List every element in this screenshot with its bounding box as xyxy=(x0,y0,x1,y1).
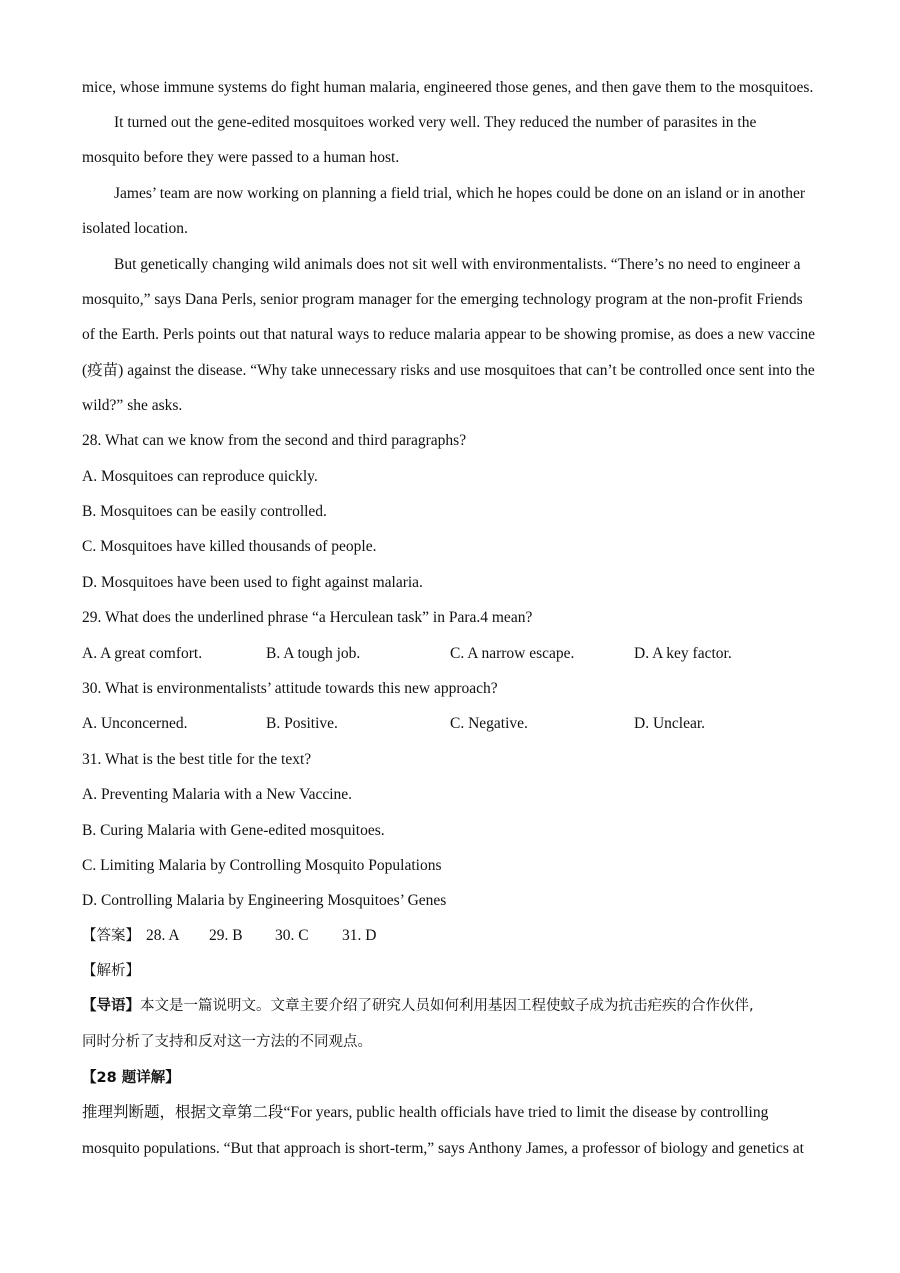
question-28-stem: 28. What can we know from the second and third paragraphs? xyxy=(82,432,467,449)
question-29-option-a: A. A great comfort. xyxy=(82,645,203,662)
passage-line: James’ team are now working on planning a field trial, which he hopes could be done on an island or in another xyxy=(114,185,805,202)
question-31-option-c: C. Limiting Malaria by Controlling Mosquito Populations xyxy=(82,857,442,874)
intro-line xyxy=(82,996,754,1016)
passage-line: mosquito,” says Dana Perls, senior program manager for the emerging technology program at the non-profit Friends xyxy=(82,291,803,308)
question-31-stem: 31. What is the best title for the text? xyxy=(82,751,312,768)
question-28-option-b: B. Mosquitoes can be easily controlled. xyxy=(82,503,327,520)
question-30-option-b: B. Positive. xyxy=(266,715,338,732)
question-29-option-c: C. A narrow escape. xyxy=(450,645,575,662)
detail-28-line-1: 推理判断题，根据文章第二段“For years, public health officials have tried to limit the disease by controlling xyxy=(82,1104,769,1121)
detail-28-line-2: mosquito populations. “But that approach is short-term,” says Anthony James, a professor of biology and genetics at xyxy=(82,1140,804,1157)
answer-28: 28. A xyxy=(146,927,180,944)
question-29-option-b: B. A tough job. xyxy=(266,645,361,662)
question-29-option-d: D. A key factor. xyxy=(634,645,732,662)
detail-28-label: 【28 题详解】 xyxy=(82,1070,180,1086)
intro-line-2: 同时分析了支持和反对这一方法的不同观点。 xyxy=(82,1034,372,1050)
intro-label: 【导语】 xyxy=(82,998,140,1014)
question-28-option-d: D. Mosquitoes have been used to fight against malaria. xyxy=(82,574,423,591)
answer-31: 31. D xyxy=(342,927,377,944)
question-30-option-c: C. Negative. xyxy=(450,715,528,732)
question-30-option-a: A. Unconcerned. xyxy=(82,715,188,732)
question-31-option-b: B. Curing Malaria with Gene-edited mosquitoes. xyxy=(82,822,385,839)
passage-line: But genetically changing wild animals does not sit well with environmentalists. “There’s no need to engineer a xyxy=(114,256,801,273)
question-31-option-d: D. Controlling Malaria by Engineering Mosquitoes’ Genes xyxy=(82,892,447,909)
question-30-option-d: D. Unclear. xyxy=(634,715,706,732)
question-31-option-a: A. Preventing Malaria with a New Vaccine. xyxy=(82,786,353,803)
answer-30: 30. C xyxy=(275,927,309,944)
intro-text: 本文是一篇说明文。文章主要介绍了研究人员如何利用基因工程使蚊子成为抗击疟疾的合作伙伴, xyxy=(140,998,754,1014)
passage-line: of the Earth. Perls points out that natural ways to reduce malaria appear to be showing promise, as does a new vaccine xyxy=(82,326,816,343)
passage-line: wild?” she asks. xyxy=(82,397,183,414)
answer-29: 29. B xyxy=(209,927,243,944)
question-28-option-a: A. Mosquitoes can reproduce quickly. xyxy=(82,468,318,485)
passage-line: It turned out the gene-edited mosquitoes worked very well. They reduced the number of parasites in the xyxy=(114,114,757,131)
answer-label: 【答案】 xyxy=(82,928,140,944)
passage-line: (疫苗) against the disease. “Why take unnecessary risks and use mosquitoes that can’t be controlled once sent into the xyxy=(82,362,815,379)
question-28-option-c: C. Mosquitoes have killed thousands of people. xyxy=(82,538,377,555)
question-30-stem: 30. What is environmentalists’ attitude towards this new approach? xyxy=(82,680,498,697)
analysis-label: 【解析】 xyxy=(82,963,140,979)
passage-line: isolated location. xyxy=(82,220,188,237)
question-29-stem: 29. What does the underlined phrase “a Herculean task” in Para.4 mean? xyxy=(82,609,533,626)
passage-line: mice, whose immune systems do fight human malaria, engineered those genes, and then gave them to the mosquitoes. xyxy=(82,79,814,96)
passage-line: mosquito before they were passed to a human host. xyxy=(82,149,400,166)
